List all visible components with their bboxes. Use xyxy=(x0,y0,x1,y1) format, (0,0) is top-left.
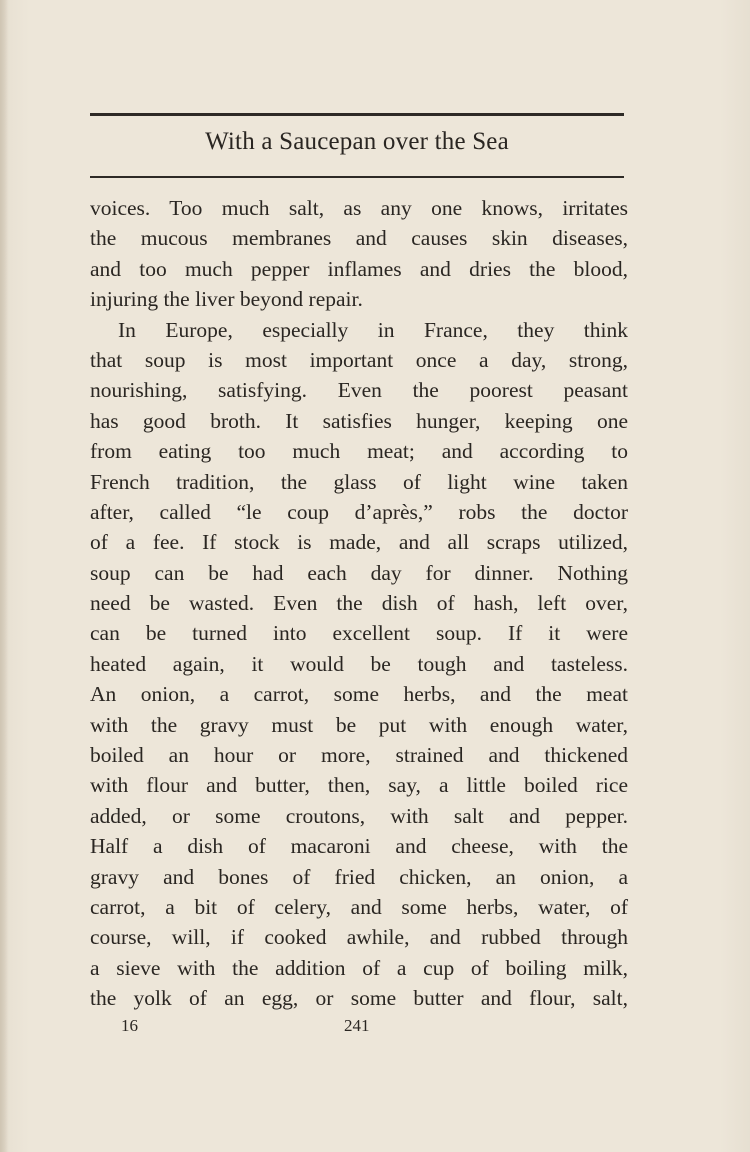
body-text xyxy=(90,193,628,1014)
text-line: boiled an hour or more, strained and thickened xyxy=(90,743,628,768)
text-line: from eating too much meat; and according to xyxy=(90,439,628,464)
text-line: a sieve with the addition of a cup of boiling milk, xyxy=(90,955,628,980)
text-line: soup can be had each day for dinner. Nothing xyxy=(90,560,628,585)
text-line: of a fee. If stock is made, and all scraps utilized, xyxy=(90,530,628,555)
running-title: With a Saucepan over the Sea xyxy=(205,128,509,155)
text-line: added, or some croutons, with salt and pepper. xyxy=(90,803,628,828)
text-line: can be turned into excellent soup. If it were xyxy=(90,621,628,646)
text-line: the yolk of an egg, or some butter and flour, salt, xyxy=(90,986,628,1011)
text-line: the mucous membranes and causes skin diseases, xyxy=(90,226,628,251)
text-line: injuring the liver beyond repair. xyxy=(90,287,363,312)
spine-shadow xyxy=(0,0,8,1152)
signature-mark: 16 xyxy=(121,1016,138,1035)
text-line: with flour and butter, then, say, a little boiled rice xyxy=(90,773,628,798)
page-number: 241 xyxy=(344,1016,370,1035)
text-line: French tradition, the glass of light wine taken xyxy=(90,469,628,494)
text-line: that soup is most important once a day, strong, xyxy=(90,347,628,372)
text-line: voices. Too much salt, as any one knows, irritates xyxy=(90,196,628,220)
text-line: need be wasted. Even the dish of hash, left over, xyxy=(90,591,628,616)
text-line: An onion, a carrot, some herbs, and the meat xyxy=(90,682,628,707)
text-line: In Europe, especially in France, they think xyxy=(118,317,628,342)
text-line: and too much pepper inflames and dries the blood, xyxy=(90,256,628,281)
header-rule-top xyxy=(90,113,624,116)
text-line: with the gravy must be put with enough water, xyxy=(90,712,628,737)
text-line: carrot, a bit of celery, and some herbs, water, of xyxy=(90,894,628,919)
text-line: has good broth. It satisfies hunger, keeping one xyxy=(90,408,628,433)
text-line: Half a dish of macaroni and cheese, with the xyxy=(90,834,628,859)
text-line: course, will, if cooked awhile, and rubbed through xyxy=(90,925,628,950)
text-line: heated again, it would be tough and tasteless. xyxy=(90,651,628,676)
text-line: nourishing, satisfying. Even the poorest peasant xyxy=(90,378,628,403)
header-rule-bottom xyxy=(90,176,624,178)
text-line: gravy and bones of fried chicken, an onion, a xyxy=(90,864,628,889)
text-line: after, called “le coup d’après,” robs the doctor xyxy=(90,499,628,524)
